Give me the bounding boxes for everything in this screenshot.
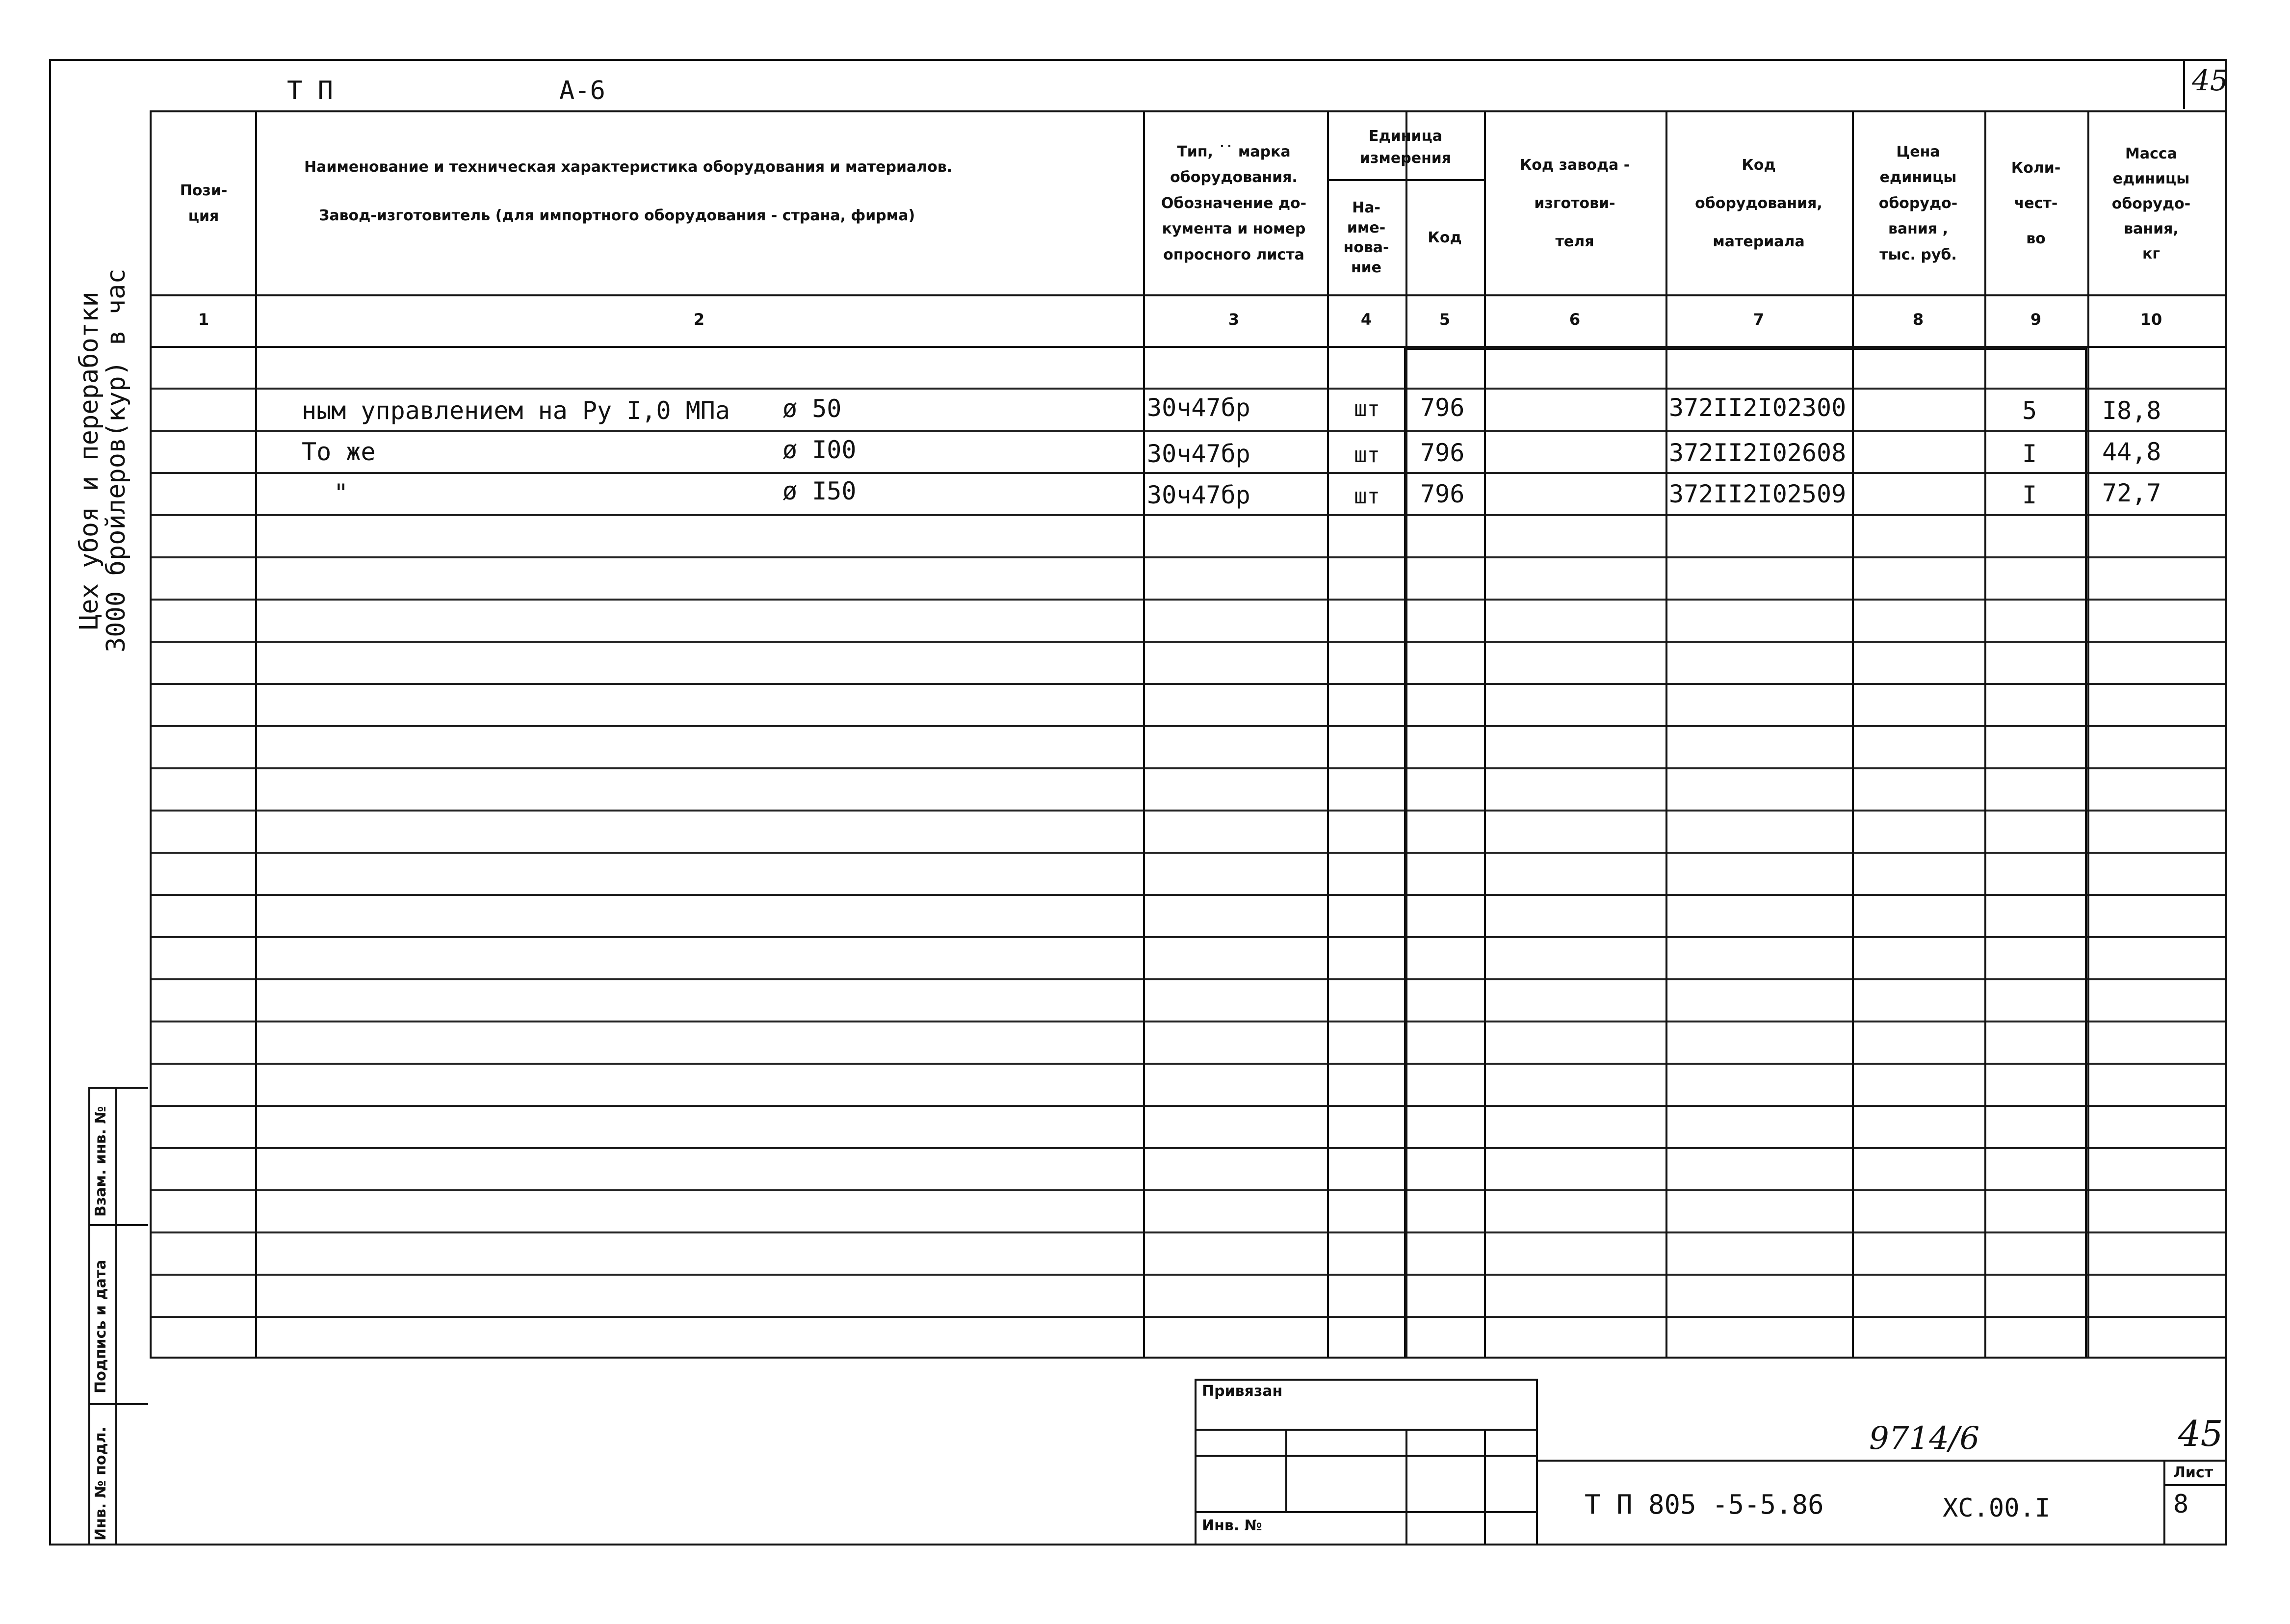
row-qty: 5 bbox=[2022, 396, 2037, 425]
side-title-line1: Цех убоя и переработки bbox=[75, 291, 104, 630]
grid-line bbox=[150, 1147, 2227, 1149]
row-name: " bbox=[334, 479, 349, 507]
grid-line bbox=[2225, 110, 2227, 1357]
privyazan-divider bbox=[1195, 1429, 1538, 1431]
row-equip-code: 372II2I02509 bbox=[1669, 480, 1847, 508]
grid-line bbox=[1327, 110, 1329, 1357]
grid-line bbox=[150, 852, 2227, 854]
grid-line bbox=[150, 556, 2227, 558]
row-unit: шт bbox=[1354, 396, 1380, 421]
col-num-3: 3 bbox=[1228, 310, 1240, 329]
sheet-label: Лист bbox=[2173, 1464, 2213, 1481]
grid-line bbox=[150, 1316, 2227, 1318]
grid-line bbox=[2085, 346, 2087, 1357]
grid-line bbox=[255, 110, 257, 1357]
handwritten-page: 45 bbox=[2178, 1413, 2223, 1454]
doc-code: Т П 805 -5-5.86 bbox=[1585, 1489, 1824, 1520]
grid-line bbox=[150, 388, 2227, 390]
header-col-4: На- име- нова- ние bbox=[1343, 199, 1389, 276]
grid-line bbox=[150, 683, 2227, 685]
grid-line bbox=[150, 1105, 2227, 1107]
row-unit-code: 796 bbox=[1420, 439, 1465, 467]
sheet-divider bbox=[2163, 1484, 2227, 1486]
grid-line bbox=[1665, 110, 1667, 1357]
header-col-5: Код bbox=[1428, 229, 1462, 246]
row-unit: шт bbox=[1354, 484, 1380, 509]
privyazan-divider bbox=[1405, 1429, 1407, 1545]
grid-line bbox=[1484, 110, 1486, 1357]
stamp-inv-podl: Инв. № подл. bbox=[92, 1426, 109, 1541]
grid-line bbox=[150, 294, 2227, 296]
grid-line bbox=[150, 810, 2227, 812]
grid-line bbox=[150, 599, 2227, 601]
row-type: 30ч47бр bbox=[1147, 440, 1250, 468]
stamp-inv-zam: Взам. инв. № bbox=[92, 1106, 109, 1217]
col-num-6: 6 bbox=[1569, 310, 1581, 329]
grid-line bbox=[1404, 346, 1406, 1357]
grid-line bbox=[150, 641, 2227, 643]
row-equip-code: 372II2I02300 bbox=[1669, 393, 1847, 422]
doc-mark: ХС.00.I bbox=[1943, 1493, 2051, 1523]
row-name: То же bbox=[302, 438, 376, 466]
grid-line bbox=[150, 1063, 2227, 1065]
header-col-1: Пози- ция bbox=[180, 182, 228, 225]
grid-line bbox=[1143, 110, 1145, 1357]
grid-line bbox=[1404, 348, 2087, 350]
stamp-divider bbox=[88, 1224, 148, 1226]
header-col-10: Масса единицы оборудо- вания, кг bbox=[2111, 145, 2191, 262]
grid-line bbox=[150, 1189, 2227, 1191]
row-equip-code: 372II2I02608 bbox=[1669, 439, 1847, 467]
grid-line bbox=[150, 110, 152, 1357]
stamp-divider bbox=[88, 1403, 148, 1405]
col-num-5: 5 bbox=[1439, 310, 1451, 329]
row-name: ным управлением на Ру I,0 МПа bbox=[302, 396, 730, 425]
row-mass: 72,7 bbox=[2102, 479, 2161, 507]
grid-line bbox=[150, 1274, 2227, 1276]
grid-line bbox=[150, 936, 2227, 938]
col-num-4: 4 bbox=[1360, 310, 1372, 329]
corner-number: 45 bbox=[2192, 64, 2228, 97]
side-title-line2: 3000 бройлеров(кур) в час bbox=[101, 268, 131, 653]
privyazan-divider bbox=[1195, 1455, 1538, 1457]
grid-line bbox=[150, 1021, 2227, 1022]
privyazan-divider bbox=[1484, 1429, 1486, 1545]
row-type: 30ч47бр bbox=[1147, 481, 1250, 509]
col-num-1: 1 bbox=[198, 310, 209, 329]
grid-line bbox=[1852, 110, 1854, 1357]
grid-line bbox=[150, 1231, 2227, 1233]
grid-line bbox=[150, 514, 2227, 516]
grid-line bbox=[150, 894, 2227, 896]
sheet-number: 8 bbox=[2173, 1490, 2189, 1519]
stamp-signature: Подпись и дата bbox=[92, 1259, 109, 1393]
grid-line bbox=[1984, 110, 1986, 1357]
handwritten-number: 9714/6 bbox=[1869, 1420, 1980, 1457]
col-num-9: 9 bbox=[2030, 310, 2042, 329]
grid-line bbox=[150, 767, 2227, 769]
row-unit-code: 796 bbox=[1420, 393, 1465, 422]
privyazan-label: Привязан bbox=[1202, 1383, 1283, 1400]
grid-line bbox=[150, 110, 2227, 112]
privyazan-divider bbox=[1285, 1429, 1287, 1512]
header-col-7: Код оборудования, материала bbox=[1695, 157, 1822, 250]
header-unit-group: Единица измерения bbox=[1359, 128, 1452, 167]
stamp-divider bbox=[115, 1087, 117, 1545]
header-album: А-6 bbox=[559, 76, 605, 105]
row-qty: I bbox=[2022, 481, 2037, 509]
row-diameter: ø I50 bbox=[782, 477, 857, 505]
titleblock-divider bbox=[1538, 1460, 2227, 1462]
row-type: 30ч47бр bbox=[1147, 393, 1250, 422]
col-num-7: 7 bbox=[1753, 310, 1765, 329]
grid-line bbox=[150, 472, 2227, 474]
row-diameter: ø I00 bbox=[782, 436, 857, 464]
header-col-2: Наименование и техническая характеристика оборудования и материалов. Завод-изготовитель (для импортного оборудования - страна, фирма) bbox=[304, 158, 953, 224]
row-mass: 44,8 bbox=[2102, 438, 2161, 466]
side-title bbox=[76, 268, 130, 653]
header-tp: Т П bbox=[287, 76, 333, 105]
col-num-8: 8 bbox=[1912, 310, 1924, 329]
privyazan-divider bbox=[1195, 1511, 1538, 1513]
header-col-6: Код завода - изготови- теля bbox=[1519, 157, 1630, 250]
inv-no-label: Инв. № bbox=[1202, 1517, 1262, 1534]
grid-line bbox=[150, 430, 2227, 432]
row-unit: шт bbox=[1354, 443, 1380, 468]
header-col-9: Коли- чест- во bbox=[2011, 159, 2061, 247]
grid-line bbox=[150, 978, 2227, 980]
grid-line bbox=[150, 1357, 2227, 1359]
grid-line bbox=[150, 725, 2227, 727]
col-num-2: 2 bbox=[693, 310, 705, 329]
grid-line bbox=[2087, 110, 2089, 1357]
row-unit-code: 796 bbox=[1420, 480, 1465, 508]
row-diameter: ø 50 bbox=[782, 394, 842, 423]
row-qty: I bbox=[2022, 440, 2037, 468]
row-mass: I8,8 bbox=[2102, 396, 2161, 425]
header-col-3: Тип, ˙˙ марка оборудования. Обозначение до- кумента и номер опросного листа bbox=[1161, 143, 1307, 263]
header-col-8: Цена единицы оборудо- вания , тыс. руб. bbox=[1878, 143, 1958, 263]
col-num-10: 10 bbox=[2140, 310, 2162, 329]
